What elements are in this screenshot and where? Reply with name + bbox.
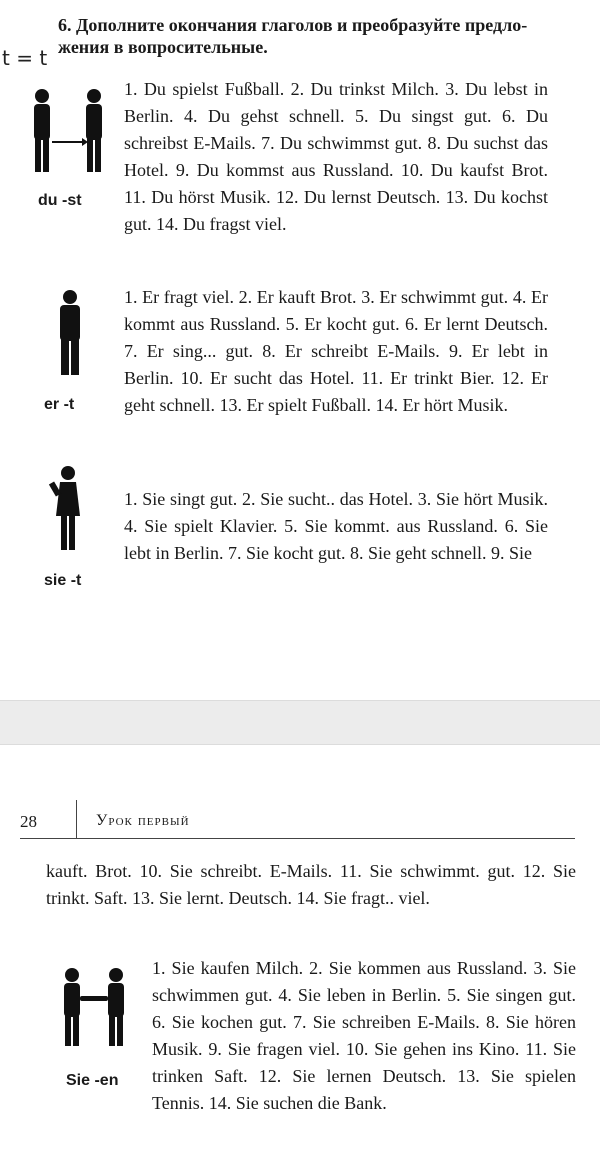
continuation-text: kauft. Brot. 10. Sie schreibt. E-Mails. 11. Sie schwimmt. gut. 12. Sie trinkt. Saft. 13. Sie lernt. Deutsch. 14. Sie fragt.. viel. (46, 861, 576, 908)
er-label: er -t (44, 396, 75, 413)
handwritten-note: t = t (2, 46, 48, 70)
sie-label: sie -t (44, 572, 82, 589)
handshake-people-icon (56, 966, 132, 1048)
page-number: 28 (20, 812, 37, 831)
Sie-label: Sie -en (66, 1072, 119, 1089)
er-sentences: 1. Er fragt viel. 2. Er kauft Brot. 3. Er schwimmt gut. 4. Er kommt aus Russland. 5. Er kocht gut. 6. Er lernt Deutsch. 7. Er sing... gut. 8. Er schreibt E-Mails. 9. Er lebt in Berlin. 10. Er sucht das Hotel. 11. Er trinkt Bier. 12. Er geht schnell. 13. Er spielt Fußball. 14. Er hört Musik. (124, 287, 548, 415)
header-rule (20, 838, 575, 839)
page-gap (0, 700, 600, 745)
man-figure-icon (50, 288, 90, 378)
du-exercise-text (124, 76, 548, 238)
running-head: Урок первый (96, 812, 190, 829)
woman-figure-icon (48, 464, 88, 552)
du-sentences: 1. Du spielst Fußball. 2. Du trinkst Milch. 3. Du lebst in Berlin. 4. Du gehst schnell. 5. Du singst gut. 6. Du schreibst E-Mails. 7. Du schwimmst gut. 8. Du suchst das Hotel. 9. Du kommst aus Russland. 10. Du kaufst Brot. 11. Du hörst Musik. 12. Du lernst Deutsch. 13. Du kochst gut. 14. Du fragst viel. (124, 79, 548, 234)
two-people-arrow-icon (22, 86, 114, 178)
Sie-exercise-text: 1. Sie kaufen Milch. 2. Sie kommen aus Russland. 3. Sie schwimmen gut. 4. Sie leben in Berlin. 5. Sie singen gut. 6. Sie kochen gut. 7. Sie schreiben E-Mails. 8. Sie hören Musik. 9. Sie fragen viel. 10. Sie gehen ins Kino. 11. Sie trinken Saft. 12. Sie lernen Deutsch. 13. Sie spielen Tennis. 14. Sie suchen die Bank. (152, 958, 576, 1113)
er-exercise-text (124, 284, 548, 419)
task-heading: 6. Дополните окончания глаголов и преобразуйте предло-жения в вопросительные. (58, 15, 528, 57)
sie-exercise-text (124, 486, 548, 567)
sie-sentences: 1. Sie singt gut. 2. Sie sucht.. das Hotel. 3. Sie hört Musik. 4. Sie spielt Klavier. 5. Sie kommt. aus Russland. 6. Sie lebt in Berlin. 7. Sie kocht gut. 8. Sie geht schnell. 9. Sie (124, 489, 548, 563)
du-label: du -st (38, 192, 82, 209)
header-separator (76, 800, 77, 838)
